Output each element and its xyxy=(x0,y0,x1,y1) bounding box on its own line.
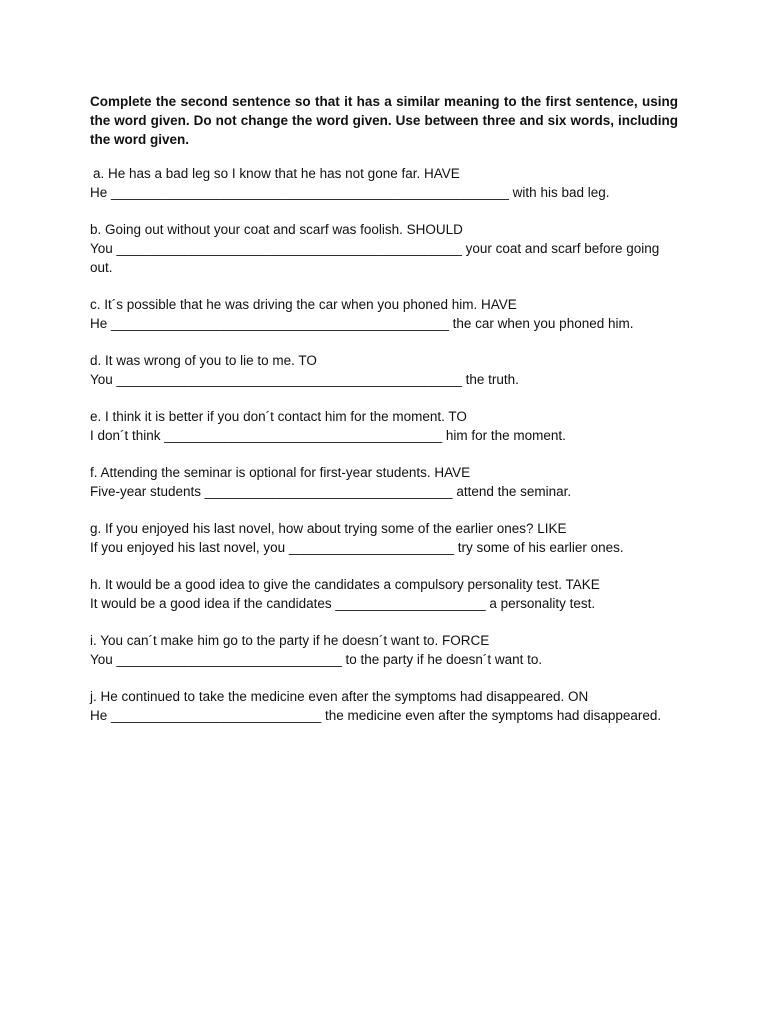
exercise-item-e xyxy=(90,407,678,445)
worksheet-page xyxy=(90,92,678,743)
instructions: Complete the second sentence so that it has a similar meaning to the first sentence, using the word given. Do not change the word given. Use between three and six words, including the word given. xyxy=(90,94,678,147)
item-answer-line: It would be a good idea if the candidates ____________________ a personality test. xyxy=(90,596,596,611)
item-prompt: i. You can´t make him go to the party if he doesn´t want to. FORCE xyxy=(90,633,490,648)
item-answer-line: Five-year students _________________________________ attend the seminar. xyxy=(90,484,572,499)
exercise-item-h xyxy=(90,575,678,613)
item-answer-line: I don´t think _____________________________________ him for the moment. xyxy=(90,428,566,443)
item-prompt: c. It´s possible that he was driving the car when you phoned him. HAVE xyxy=(90,297,517,312)
exercise-item-j xyxy=(90,687,678,725)
item-prompt: a. He has a bad leg so I know that he has not gone far. HAVE xyxy=(93,166,460,181)
item-answer-line: He _____________________________________________ the car when you phoned him. xyxy=(90,316,634,331)
item-answer-line: If you enjoyed his last novel, you ______________________ try some of his earlier ones. xyxy=(90,540,624,555)
item-prompt: b. Going out without your coat and scarf was foolish. SHOULD xyxy=(90,222,463,237)
exercise-item-b xyxy=(90,220,678,277)
item-prompt: h. It would be a good idea to give the candidates a compulsory personality test. TAKE xyxy=(90,577,600,592)
item-answer-line: You ______________________________________________ your coat and scarf before going out. xyxy=(90,241,660,275)
exercise-item-c xyxy=(90,295,678,333)
item-answer-line: You ______________________________ to the party if he doesn´t want to. xyxy=(90,652,543,667)
exercise-item-a xyxy=(90,164,678,202)
item-answer-line: He _____________________________________________________ with his bad leg. xyxy=(90,185,610,200)
item-prompt: j. He continued to take the medicine even after the symptoms had disappeared. ON xyxy=(90,689,589,704)
item-answer-line: He ____________________________ the medicine even after the symptoms had disappeared. xyxy=(90,708,662,723)
exercise-item-g xyxy=(90,519,678,557)
exercise-item-d xyxy=(90,351,678,389)
item-prompt: d. It was wrong of you to lie to me. TO xyxy=(90,353,317,368)
exercise-item-i xyxy=(90,631,678,669)
item-prompt: g. If you enjoyed his last novel, how about trying some of the earlier ones? LIKE xyxy=(90,521,567,536)
item-answer-line: You ______________________________________________ the truth. xyxy=(90,372,519,387)
exercise-item-f xyxy=(90,463,678,501)
item-prompt: f. Attending the seminar is optional for first-year students. HAVE xyxy=(90,465,471,480)
item-prompt: e. I think it is better if you don´t contact him for the moment. TO xyxy=(90,409,467,424)
